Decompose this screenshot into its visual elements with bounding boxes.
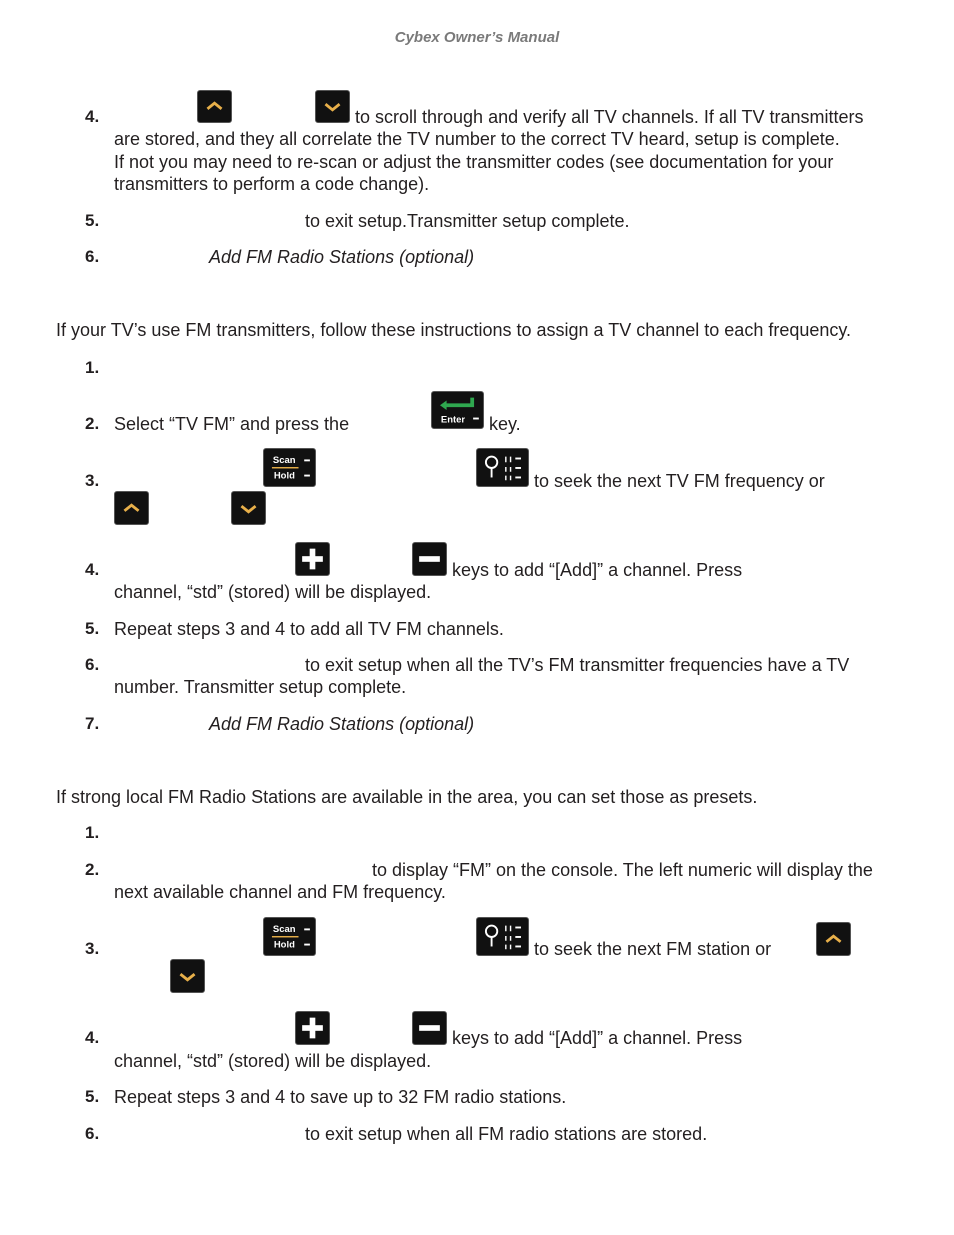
step-number: 1. [85,358,100,377]
step-number: 4. [85,1028,100,1047]
step-text: Repeat steps 3 and 4 to save up to 32 FM radio stations. [114,1087,567,1107]
step-text: to exit setup when all FM radio stations are stored. [305,1124,708,1144]
step-number: 6. [85,1124,100,1143]
step-text: channel, “std” (stored) will be displayed. [114,582,432,602]
page-header: Cybex Owner’s Manual [394,29,560,46]
step-text: channel, “std” (stored) will be displayed. [114,1051,432,1071]
step-number: 6. [85,247,100,266]
step-number: 4. [85,560,100,579]
step-number: 5. [85,211,100,230]
step-text: Repeat steps 3 and 4 to add all TV FM channels. [114,619,504,639]
up-arrow-key-icon [197,90,232,123]
step-number: 6. [85,655,100,674]
step-text: Add FM Radio Stations (optional) [209,247,475,267]
step-text: Select “TV FM” and press the [114,414,350,434]
step-number: 2. [85,414,100,433]
svg-text:Hold: Hold [273,939,295,951]
minus-key-icon [412,542,447,576]
step-number: 5. [85,1087,100,1106]
step-text: to seek the next FM station or [534,939,772,959]
seek-key-icon [476,917,529,956]
plus-key-icon [295,542,330,576]
step-text: keys to add “[Add]” a channel. Press [452,1028,743,1048]
step-text: to seek the next TV FM frequency or [534,471,825,491]
step-number: 5. [85,619,100,638]
enter-key-icon [431,391,484,429]
svg-text:Enter: Enter [440,414,466,426]
step-text: If not you may need to re-scan or adjust the transmitter codes (see documentation for your [114,152,834,172]
step-text: next available channel and FM frequency. [114,882,446,902]
step-text: keys to add “[Add]” a channel. Press [452,560,743,580]
step-number: 3. [85,939,100,958]
section-intro: If strong local FM Radio Stations are available in the area, you can set those as presets. [56,787,758,807]
up-arrow-key-icon [816,922,851,956]
down-arrow-key-icon [315,90,350,123]
up-arrow-key-icon [114,491,149,525]
svg-text:Scan: Scan [272,455,296,467]
minus-key-icon [412,1011,447,1045]
seek-key-icon [476,448,529,487]
step-text: transmitters to perform a code change). [114,174,430,194]
step-text: to display “FM” on the console. The left numeric will display the [372,860,873,880]
step-text: Add FM Radio Stations (optional) [209,714,475,734]
step-number: 3. [85,471,100,490]
down-arrow-key-icon [170,959,205,993]
step-text: to exit setup.Transmitter setup complete. [305,211,630,231]
step-number: 2. [85,860,100,879]
svg-text:Scan: Scan [272,924,296,936]
step-number: 7. [85,714,100,733]
step-text: to scroll through and verify all TV channels. If all TV transmitters [355,107,864,127]
scan-hold-key-icon [263,448,316,487]
svg-text:Hold: Hold [273,470,295,482]
step-text: number. Transmitter setup complete. [114,677,407,697]
step-number: 1. [85,823,100,842]
scan-hold-key-icon [263,917,316,956]
step-number: 4. [85,107,100,126]
step-text: key. [489,414,521,434]
section-intro: If your TV’s use FM transmitters, follow these instructions to assign a TV channel to each frequency. [56,320,852,340]
step-text: are stored, and they all correlate the TV number to the correct TV heard, setup is complete. [114,129,840,149]
down-arrow-key-icon [231,491,266,525]
plus-key-icon [295,1011,330,1045]
step-text: to exit setup when all the TV’s FM transmitter frequencies have a TV [305,655,850,675]
